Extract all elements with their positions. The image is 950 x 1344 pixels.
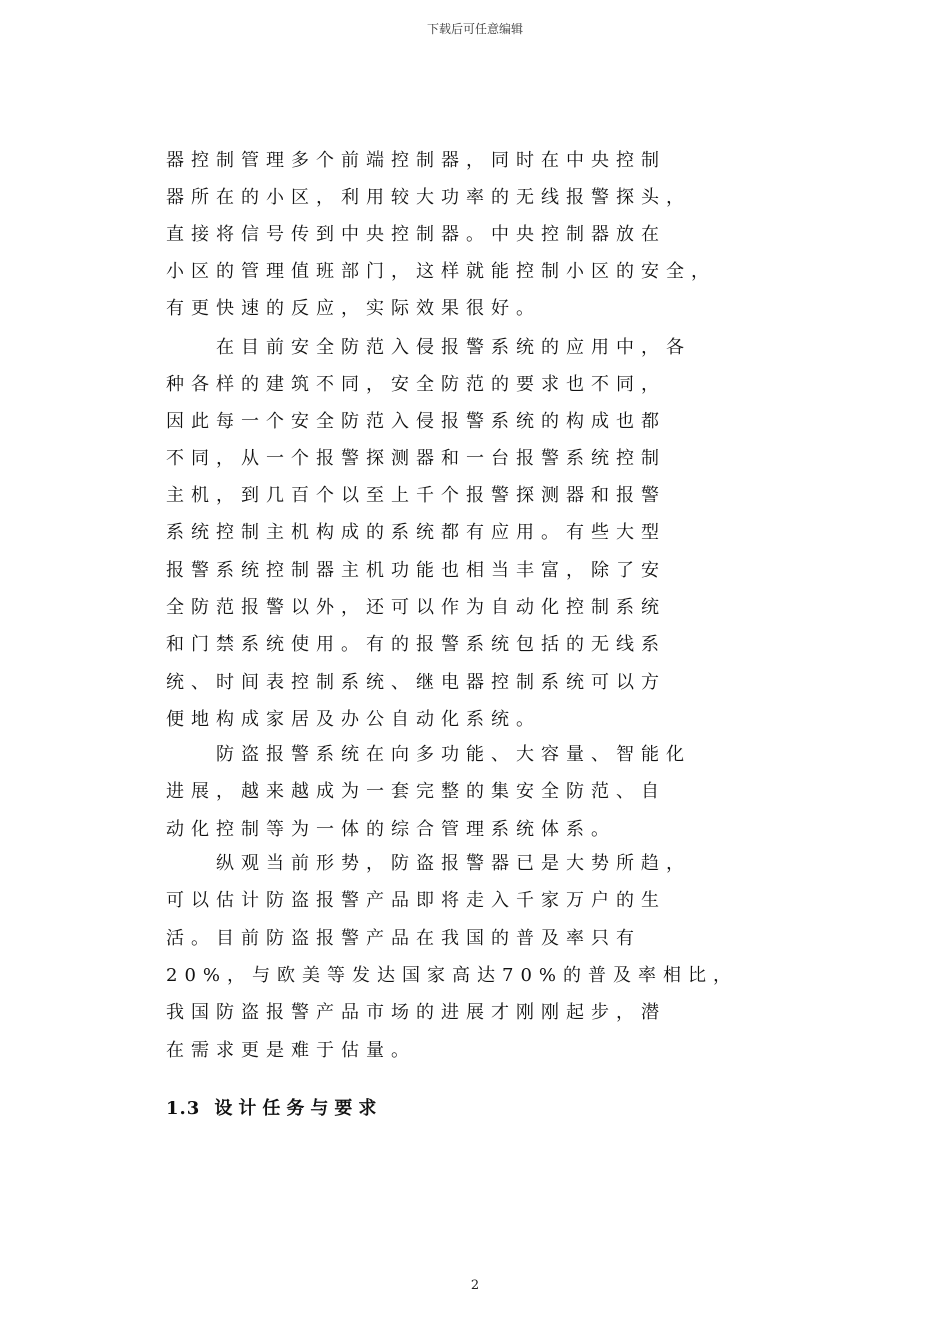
body-line: 便地构成家居及办公自动化系统。 bbox=[166, 709, 541, 730]
body-line: 报警系统控制器主机功能也相当丰富，除了安 bbox=[166, 560, 666, 581]
body-line: 我国防盗报警产品市场的进展才刚刚起步，潜 bbox=[166, 1002, 666, 1023]
page-number: 2 bbox=[470, 1278, 480, 1293]
body-line: 因此每一个安全防范入侵报警系统的构成也都 bbox=[166, 411, 666, 432]
body-line: 系统控制主机构成的系统都有应用。有些大型 bbox=[166, 522, 666, 543]
page-header: 下载后可任意编辑 bbox=[426, 22, 523, 36]
body-line: 和门禁系统使用。有的报警系统包括的无线系 bbox=[166, 634, 666, 655]
section-title: 设计任务与要求 bbox=[214, 1098, 383, 1119]
body-line: 动化控制等为一体的综合管理系统体系。 bbox=[166, 819, 616, 840]
body-line: 在需求更是难于估量。 bbox=[166, 1040, 416, 1061]
body-line: 直接将信号传到中央控制器。中央控制器放在 bbox=[166, 224, 666, 245]
section-number: 1.3 bbox=[166, 1098, 201, 1119]
body-line: 可以估计防盗报警产品即将走入千家万户的生 bbox=[166, 890, 666, 911]
body-line: 主机，到几百个以至上千个报警探测器和报警 bbox=[166, 485, 666, 506]
section-heading bbox=[166, 1094, 382, 1124]
body-line: 有更快速的反应，实际效果很好。 bbox=[166, 298, 541, 319]
body-line: 不同，从一个报警探测器和一台报警系统控制 bbox=[166, 448, 666, 469]
body-line: 活。目前防盗报警产品在我国的普及率只有 bbox=[166, 928, 641, 949]
body-line: 小区的管理值班部门，这样就能控制小区的安全， bbox=[166, 261, 716, 282]
body-line: 全防范报警以外，还可以作为自动化控制系统 bbox=[166, 597, 666, 618]
body-line: 进展，越来越成为一套完整的集安全防范、自 bbox=[166, 781, 666, 802]
body-line: 种各样的建筑不同，安全防范的要求也不同， bbox=[166, 374, 666, 395]
body-line: 统、时间表控制系统、继电器控制系统可以方 bbox=[166, 672, 666, 693]
body-line: 器所在的小区，利用较大功率的无线报警探头， bbox=[166, 187, 691, 208]
body-line: 20%，与欧美等发达国家高达70%的普及率相比， bbox=[166, 965, 739, 986]
body-line: 防盗报警系统在向多功能、大容量、智能化 bbox=[216, 744, 691, 765]
body-line: 在目前安全防范入侵报警系统的应用中，各 bbox=[216, 337, 691, 358]
body-line: 器控制管理多个前端控制器，同时在中央控制 bbox=[166, 150, 666, 171]
body-line: 纵观当前形势，防盗报警器已是大势所趋， bbox=[216, 853, 691, 874]
